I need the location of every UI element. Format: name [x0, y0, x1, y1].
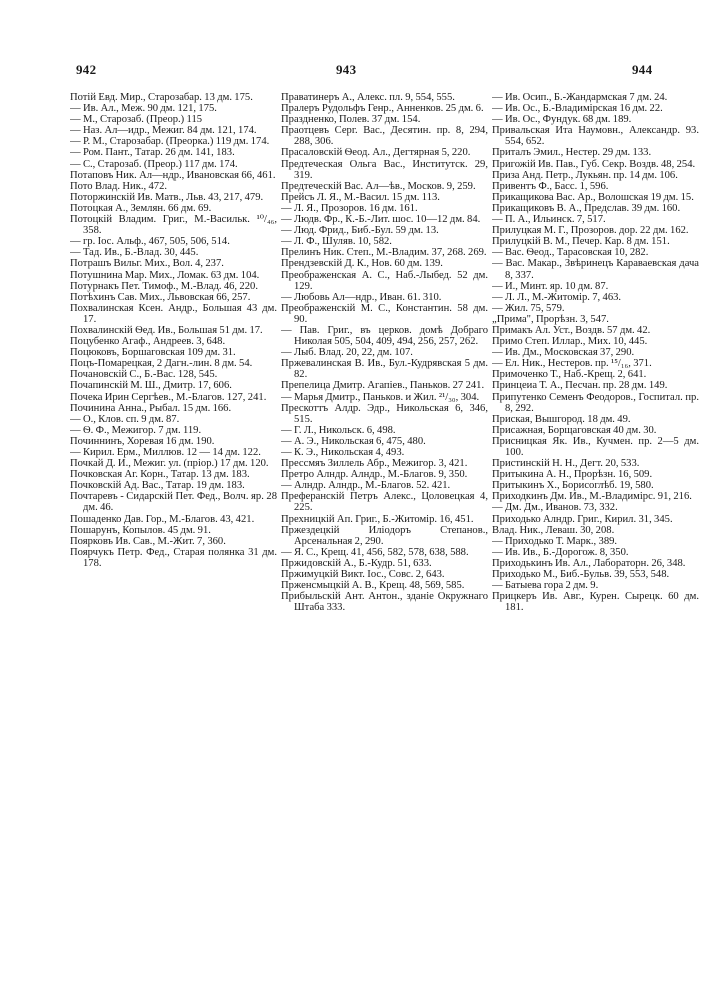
directory-entry: Примакъ Ал. Уст., Воздв. 57 дм. 42. — [492, 324, 651, 336]
directory-entry: Притыкинъ Х., Борисоглѣб. 19, 580. — [492, 480, 654, 492]
directory-entry: Пошаденко Дав. Гор., М.-Благов. 43, 421. — [70, 513, 255, 525]
directory-entry: Поторжинскій Ив. Матв., Льв. 43, 217, 479. — [70, 191, 264, 203]
page-number-left: 942 — [76, 62, 97, 77]
directory-entry: Праздненко, Полев. 37 дм. 154. — [281, 114, 421, 126]
directory-columns — [70, 92, 710, 982]
directory-entry: Почапинскій М. Ш., Дмитр. 17, 606. — [70, 380, 232, 392]
directory-entry: — Вас. Макар., Звѣринецъ Караваевская дача 8, 337. — [492, 258, 699, 281]
directory-entry: Присницкая Як. Ив., Кучмен. пр. 2—5 дм. 100. — [492, 435, 699, 458]
directory-entry: — Тад. Ив., Б.-Влад. 30, 445. — [70, 247, 199, 259]
directory-entry: — Любовь Ал—ндр., Иван. 61. 310. — [281, 291, 442, 303]
directory-entry: — Приходько Т. Марк., 389. — [492, 535, 618, 547]
directory-entry: — Ѳ. Ф., Межигор. 7 дм. 119. — [70, 424, 202, 436]
directory-entry: Привентъ Ф., Басс. 1, 596. — [492, 180, 609, 192]
directory-entry: — И., Минт. яр. 10 дм. 87. — [492, 280, 609, 292]
directory-entry: Принцеиа Т. А., Песчан. пр. 28 дм. 149. — [492, 380, 668, 392]
directory-entry: Прасаловскій Ѳеод. Ал., Дегтярная 5, 220. — [281, 147, 471, 159]
directory-entry: Препелица Дмитр. Агапіев., Паньков. 27 241. — [281, 380, 485, 392]
directory-entry: — Ел. Ник., Нестеров. пр. ¹⁵/₁₆, 371. — [492, 358, 652, 370]
directory-entry: Преферанскій Петръ Алекс., Цоловецкая 4, 225. — [281, 491, 488, 514]
directory-entry: — гр. Іос. Альф., 467, 505, 506, 514. — [70, 236, 230, 248]
directory-entry: — А. Э., Никольская 6, 475, 480. — [281, 435, 426, 447]
directory-entry: Примоченко Т., Наб.-Крещ. 2, 641. — [492, 369, 647, 381]
directory-entry: Пржевалинская В. Ив., Бул.-Кудрявская 5 дм. 82. — [281, 358, 488, 381]
directory-entry: „Прима", Прорѣзн. 3, 547. — [492, 313, 609, 325]
directory-entry: Потурнакъ Пет. Тимоф., М.-Влад. 46, 220. — [70, 280, 258, 292]
directory-entry: Пристинскій Н. Н., Дегт. 20, 533. — [492, 458, 640, 470]
column-2 — [281, 92, 488, 982]
directory-entry: — Г. Л., Никольск. 6, 498. — [281, 424, 396, 436]
page-number-middle: 943 — [336, 62, 357, 77]
directory-entry: Починнинъ, Хоревая 16 дм. 190. — [70, 435, 215, 447]
directory-entry: Пошарунъ, Копылов. 45 дм. 91. — [70, 524, 211, 536]
directory-entry: Прицкеръ Ив. Авг., Курен. Сырецк. 60 дм. 181. — [492, 591, 699, 614]
directory-entry: — П. А., Ильинск. 7, 517. — [492, 214, 606, 226]
directory-entry: — Пав. Григ., въ церков. домѣ Добраго Николая 505, 504, 409, 494, 256, 257, 262. — [281, 324, 488, 348]
directory-entry: Потаповъ Ник. Ал—ндр., Ивановская 66, 461. — [70, 169, 276, 181]
directory-entry: Прехницкій Ап. Григ., Б.-Житомір. 16, 451. — [281, 513, 474, 525]
directory-entry: — Вас. Ѳеод., Тарасовская 10, 282. — [492, 247, 649, 259]
directory-entry: Прелинъ Ник. Степ., М.-Владим. 37, 268. 269. — [281, 247, 487, 259]
directory-entry: — Кирил. Ерм., Миллюв. 12 — 14 дм. 122. — [70, 447, 261, 458]
directory-entry: Приходько М., Биб.-Бульв. 39, 553, 548. — [492, 569, 670, 581]
directory-entry: Прендзевскій Д. К., Нов. 60 дм. 139. — [281, 258, 443, 270]
directory-entry: — Л. Я., Прозоров. 16 дм. 161. — [281, 202, 418, 214]
column-1 — [70, 92, 277, 982]
directory-entry: Праватинеръ А., Алекс. пл. 9, 554, 555. — [281, 92, 455, 103]
directory-entry: Присажная, Борщаговская 40 дм. 30. — [492, 424, 657, 436]
directory-entry: — Люд. Фрид., Биб.-Бул. 59 дм. 13. — [281, 225, 439, 237]
directory-entry: — Ив. Ос., Б.-Владимірская 16 дм. 22. — [492, 103, 663, 115]
directory-entry: — Ром. Пант., Татар. 26 дм. 141, 183. — [70, 147, 235, 159]
directory-entry: Прибыльскій Ант. Антон., зданіе Окружнаго Штаба 333. — [281, 591, 488, 614]
directory-entry: Притыкина А. Н., Прорѣзн. 16, 509. — [492, 469, 653, 481]
directory-entry: Потоцкая А., Землян. 66 дм. 69. — [70, 202, 212, 214]
directory-entry: Приходкинъ Дм. Ив., М.-Владимірс. 91, 216. — [492, 491, 692, 503]
directory-entry: Починина Анна., Рыбал. 15 дм. 166. — [70, 402, 232, 414]
directory-entry: Поцубенко Агаф., Андреев. 3, 648. — [70, 336, 226, 348]
directory-entry: — Алндр. Алндр., М.-Благов. 52. 421. — [281, 480, 451, 492]
directory-entry: Приская, Вышгород. 18 дм. 49. — [492, 413, 631, 425]
directory-entry: — С., Старозаб. (Преор.) 117 дм. 174. — [70, 158, 238, 170]
directory-entry: Поцъ-Помарецкая, 2 Дагн.-лин. 8 дм. 54. — [70, 358, 253, 370]
directory-entry: — Ив. Осип., Б.-Жандармская 7 дм. 24. — [492, 92, 668, 103]
directory-entry: Претро Алндр. Алндр., М.-Благов. 9, 350. — [281, 469, 468, 481]
directory-entry: Прикащиковъ В. А., Предслав. 39 дм. 160. — [492, 202, 681, 214]
directory-entry: Поярковъ Ив. Сав., М.-Жит. 7, 360. — [70, 535, 226, 547]
directory-entry: — Р. М., Старозабар. (Преорка.) 119 дм. 174. — [70, 136, 270, 148]
directory-entry: Пржимуцкій Викт. Іос., Совс. 2, 643. — [281, 569, 445, 581]
page-number-header — [70, 62, 690, 78]
directory-entry: Предтеческій Вас. Ал—ѣв., Москов. 9, 259. — [281, 180, 476, 192]
directory-entry: Прикащикова Вас. Ар., Волошская 19 дм. 15. — [492, 191, 694, 203]
directory-entry: Предтеческая Ольга Вас., Институтск. 29, 319. — [281, 158, 488, 181]
directory-entry: Преображенскій М. С., Константин. 58 дм. 90. — [281, 302, 488, 325]
directory-entry: Похвалинская Ксен. Андр., Большая 43 дм. 17. — [70, 302, 277, 325]
directory-entry: Приходько Алндр. Григ., Кирил. 31, 345. — [492, 513, 673, 525]
directory-entry: Приза Анд. Петр., Лукьян. пр. 14 дм. 106. — [492, 169, 678, 181]
directory-entry: Потій Евд. Мир., Старозабар. 13 дм. 175. — [70, 92, 253, 103]
directory-entry: — Батыева гора 2 дм. 9. — [492, 580, 599, 592]
page-number-right: 944 — [632, 62, 653, 77]
directory-entry: Примо Степ. Иллар., Мих. 10, 445. — [492, 336, 648, 348]
directory-entry: Привальская Ита Наумовн., Александр. 93. 554, 652. — [492, 125, 699, 148]
directory-entry: Потоцкій Владим. Григ., М.-Васильк. ¹⁰/₄₆, 358. — [70, 214, 277, 237]
directory-entry: Потушнина Мар. Мих., Ломак. 63 дм. 104. — [70, 269, 260, 281]
directory-entry: Пржидовскій А., Б.-Кудр. 51, 633. — [281, 557, 432, 569]
directory-entry: Поцюковъ, Боршаговская 109 дм. 31. — [70, 347, 236, 359]
directory-entry: Влад. Ник., Леваш. 30, 208. — [492, 524, 615, 536]
directory-entry: — Ив. Ив., Б.-Дорогож. 8, 350. — [492, 546, 629, 558]
directory-entry: — Наз. Ал—идр., Межиг. 84 дм. 121, 174. — [70, 125, 257, 137]
directory-entry: Приталъ Эмил., Нестер. 29 дм. 133. — [492, 147, 652, 159]
directory-entry: Почека Ирин Сергѣев., М.-Благов. 127, 241. — [70, 391, 267, 403]
directory-entry: Почкай Д. И., Межиг. ул. (пріор.) 17 дм. 120. — [70, 458, 269, 470]
directory-entry: — Дм. Дм., Иванов. 73, 332. — [492, 502, 618, 514]
directory-entry: — Ив. Дм., Московская 37, 290. — [492, 347, 635, 359]
directory-entry: Прессмяъ Зиллель Абр., Межигор. 3, 421. — [281, 458, 468, 470]
directory-entry: Почановскій С., Б.-Вас. 128, 545. — [70, 369, 218, 381]
directory-entry: — Ив. Ал., Меж. 90 дм. 121, 175. — [70, 103, 217, 115]
directory-entry: Пржездецкій Иліодоръ Степанов., Арсенальная 2, 290. — [281, 524, 488, 547]
directory-entry: Прейсъ Л. Я., М.-Васил. 15 дм. 113. — [281, 191, 440, 203]
directory-entry: Почковская Аг. Корн., Татар. 13 дм. 183. — [70, 469, 250, 481]
directory-entry: Прилуцкая М. Г., Прозоров. дор. 22 дм. 162. — [492, 225, 689, 237]
directory-entry: — Л. Л., М.-Житомір. 7, 463. — [492, 291, 622, 303]
directory-entry: — Марья Дмитр., Паньков. и Жил. ²¹/₃₀, 304. — [281, 391, 480, 403]
directory-entry: Похвалинскій Ѳед. Ив., Большая 51 дм. 17. — [70, 324, 263, 336]
directory-entry: — М., Старозаб. (Преор.) 115 — [70, 114, 203, 126]
directory-entry: Поярчукъ Петр. Фед., Старая полянка 31 дм. 178. — [70, 546, 277, 569]
column-3 — [492, 92, 699, 982]
directory-entry: Преображенская А. С., Наб.-Лыбед. 52 дм. 129. — [281, 269, 488, 292]
directory-entry: Прескоттъ Алдр. Эдр., Никольская 6, 346, 515. — [281, 402, 488, 425]
directory-entry: Пригожій Ив. Пав., Губ. Секр. Воздв. 48, 254. — [492, 158, 696, 170]
directory-entry: Пото Влад. Ник., 472. — [70, 180, 168, 192]
directory-entry: Почтаревъ - Сидарскій Пет. Фед., Волч. яр. 28 дм. 46. — [70, 491, 277, 514]
directory-entry: — Ив. Ос., Фундук. 68 дм. 189. — [492, 114, 632, 126]
directory-entry: Прженсмыцкій А. В., Крещ. 48, 569, 585. — [281, 580, 465, 592]
directory-entry: Приходькинъ Ив. Ал., Лабораторн. 26, 348. — [492, 557, 686, 569]
directory-entry: — Людв. Фр., К.-Б.-Лит. шос. 10—12 дм. 84. — [281, 214, 481, 226]
directory-entry: Праотцевъ Серг. Вас., Десятин. пр. 8, 294, 288, 306. — [281, 125, 488, 148]
directory-entry: — Я. С., Крещ. 41, 456, 582, 578, 638, 588. — [281, 546, 469, 558]
directory-entry: Прилуцкій В. М., Печер. Кар. 8 дм. 151. — [492, 236, 670, 248]
directory-entry: Потѣхинъ Сав. Мих., Львовская 66, 257. — [70, 291, 251, 303]
directory-entry: — К. Э., Никольская 4, 493. — [281, 447, 405, 458]
directory-entry: Потрашъ Вильг. Мих., Вол. 4, 237. — [70, 258, 224, 270]
directory-entry: — Л. Ф., Шуляв. 10, 582. — [281, 236, 392, 248]
directory-entry: Припутенко Семенъ Феодоров., Госпитал. пр. 8, 292. — [492, 391, 699, 414]
directory-entry: Почковскій Ад. Вас., Татар. 19 дм. 183. — [70, 480, 245, 492]
directory-entry: — Жил. 75, 579. — [492, 302, 565, 314]
directory-entry: Пралеръ Рудольфъ Генр., Анненков. 25 дм. 6. — [281, 103, 484, 115]
directory-entry: — О., Клов. сп. 9 дм. 87. — [70, 413, 180, 425]
directory-entry: — Лыб. Влад. 20, 22, дм. 107. — [281, 347, 413, 359]
